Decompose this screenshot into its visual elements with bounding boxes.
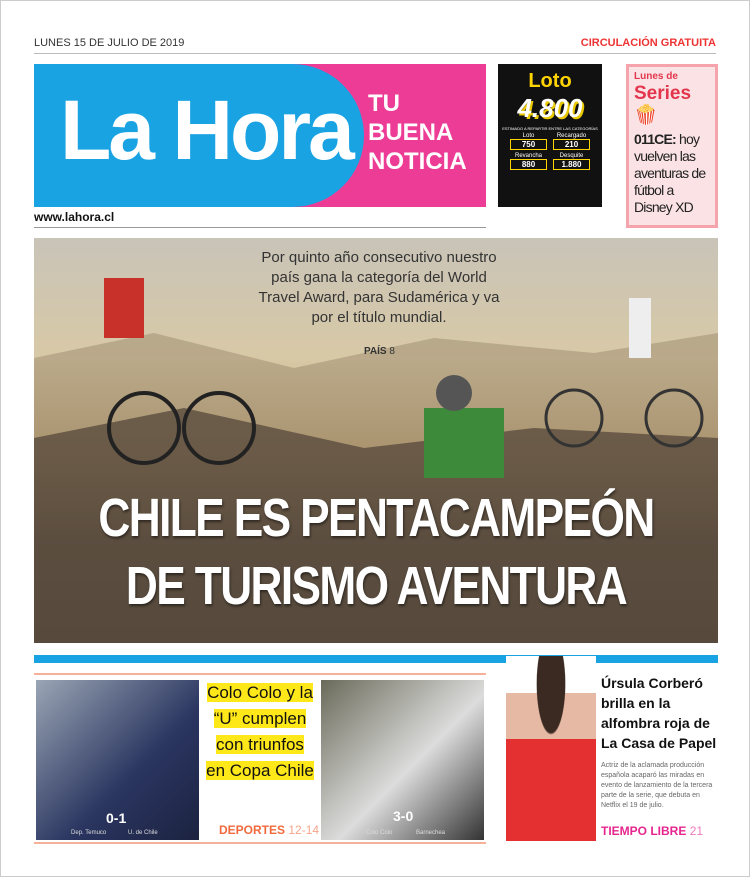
sports-photo-u[interactable] [36, 680, 199, 840]
section-name: TIEMPO LIBRE [601, 824, 687, 838]
loto-amount: 4.800 [517, 93, 583, 123]
tagline-line: TU [368, 90, 400, 117]
category-value: 750 [510, 139, 547, 150]
actress-photo [506, 656, 596, 841]
page-number: 21 [689, 824, 704, 838]
hero-story[interactable] [34, 238, 718, 643]
divider [34, 227, 486, 228]
divider [34, 673, 486, 675]
team-name: Colo Colo [366, 830, 393, 836]
sports-section-ref [219, 823, 319, 837]
loto-category [510, 133, 547, 150]
team-name: U. de Chile [128, 830, 158, 836]
divider [34, 842, 486, 844]
entertainment-headline[interactable]: Úrsula Corberó brilla en la alfombra roja de La Casa de Papel [601, 675, 717, 751]
logo: La Hora [60, 83, 352, 177]
category-value: 210 [553, 139, 590, 150]
category-name: Recargado [556, 133, 587, 139]
series-teaser-bold: 011CE: [634, 131, 676, 147]
series-box [626, 64, 718, 228]
loto-category [510, 153, 547, 170]
page-number: 12-14 [288, 823, 320, 837]
hero-headline: CHILE ES PENTACAMPEÓN [98, 488, 654, 548]
hero-section-ref [364, 346, 395, 357]
headline-line: con triunfos [216, 735, 304, 754]
divider [34, 53, 716, 54]
hero-dek: Por quinto año consecutivo nuestro país gana la categoría del World Travel Award, para Sudamérica y va por el título mundial. [258, 249, 500, 326]
tagline-line: NOTICIA [368, 148, 467, 175]
headline-line: “U” cumplen [213, 709, 307, 728]
section-name: PAÍS [364, 346, 387, 357]
circulation-label: CIRCULACIÓN GRATUITA [580, 37, 716, 49]
section-name: DEPORTES [219, 823, 286, 837]
loto-logo: Loto [528, 70, 572, 92]
category-name: Revancha [514, 153, 543, 159]
series-label: Lunes de [634, 71, 678, 82]
series-teaser-text: hoy vuelven las aventuras de fútbol a Disney XD [634, 131, 706, 215]
team-name: Dep. Temuco [71, 830, 107, 836]
tagline-line: BUENA [368, 119, 454, 146]
sports-headline[interactable] [204, 680, 316, 784]
category-name: Desquite [559, 153, 584, 159]
match-score: 3-0 [393, 808, 414, 824]
issue-date: LUNES 15 DE JULIO DE 2019 [34, 37, 185, 49]
category-value: 880 [510, 159, 547, 170]
popcorn-icon: 🍿 [634, 105, 658, 126]
website-link[interactable]: www.lahora.cl [34, 210, 115, 224]
page-number: 8 [389, 346, 395, 357]
headline-line: en Copa Chile [206, 761, 314, 780]
section-divider [34, 655, 718, 663]
category-value: 1.880 [553, 159, 590, 170]
entertainment-body: Actriz de la aclamada producción española acaparó las miradas en evento de lanzamiento de la tercera parte de la serie, que debuta en Netflix el 19 de julio. [601, 762, 713, 809]
entertainment-section-ref [601, 824, 703, 838]
series-title-text: Series [634, 83, 692, 104]
team-name: Barnechea [416, 830, 446, 836]
series-teaser [634, 131, 710, 216]
series-title [634, 83, 710, 127]
masthead [34, 64, 486, 207]
headline-line: Colo Colo y la [207, 683, 313, 702]
loto-box [498, 64, 602, 207]
hero-headline: DE TURISMO AVENTURA [125, 556, 627, 616]
match-score: 0-1 [106, 810, 127, 826]
category-name: Loto [522, 133, 535, 139]
loto-category [553, 133, 590, 150]
sports-photo-colo-colo[interactable] [321, 680, 484, 840]
loto-category [553, 153, 590, 170]
loto-note: ESTIMADO A REPARTIR ENTRE LAS CATEGORÍAS [502, 126, 598, 131]
tagline [368, 89, 467, 176]
